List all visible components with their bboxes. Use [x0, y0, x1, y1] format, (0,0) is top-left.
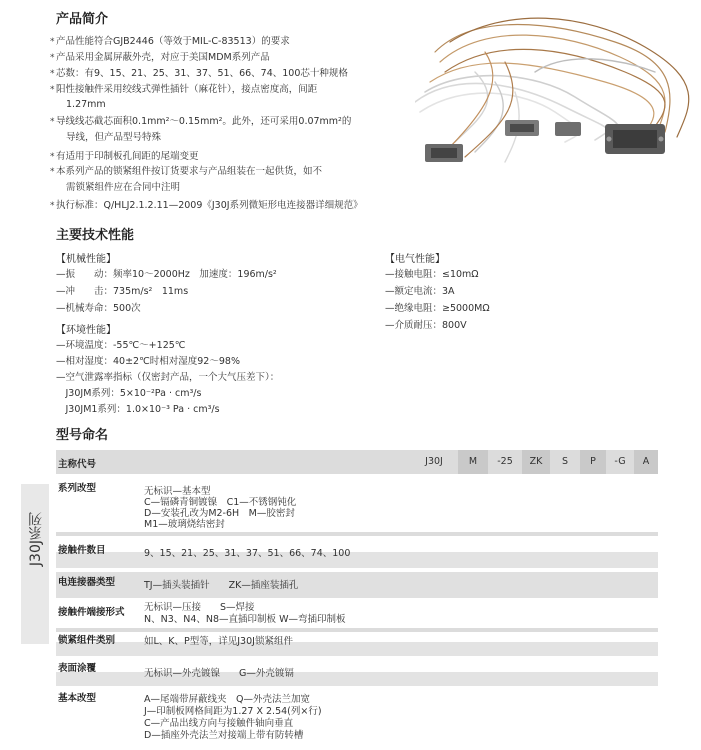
row-label: 系列改型 — [58, 483, 97, 494]
model-naming-table — [56, 450, 658, 750]
connector-product-image — [415, 12, 697, 188]
row-desc-line: D—插座外壳法兰对接端上带有防转槽 — [144, 730, 304, 741]
code-part: M — [458, 450, 488, 474]
env-line: —空气泄露率指标（仅密封产品，一个大气压差下）： — [56, 372, 280, 383]
naming-row-termination — [56, 602, 658, 632]
env-heading: 【环境性能】 — [56, 325, 116, 336]
row-desc-line: 9、15、21、25、31、37、51、66、74、100 — [144, 548, 351, 559]
row-desc-line: M1—玻璃烧结密封 — [144, 519, 225, 530]
row-desc-line: 无标识—压接 S—焊接 — [144, 602, 255, 613]
series-side-label: J30J系列 — [21, 484, 49, 644]
code-row — [56, 450, 658, 474]
elec-line: —额定电流：3A — [385, 286, 455, 297]
code-part: ZK — [522, 450, 550, 474]
intro-bullet: * 有适用于印制板孔间距的尾端变更 — [50, 151, 199, 162]
row-label: 接触件数目 — [58, 545, 106, 556]
intro-bullet-cont: 需锁紧组件应在合同中注明 — [66, 182, 181, 193]
code-part: P — [580, 450, 606, 474]
row-desc-line: N、N3、N4、N8—直插印制板 W—弯插印制板 — [144, 614, 346, 625]
row-desc-line: TJ—插头装插针 ZK—插座装插孔 — [144, 580, 299, 591]
row-label: 电连接器类型 — [58, 577, 116, 588]
env-line: —环境温度：-55℃～+125℃ — [56, 340, 186, 351]
naming-row-connector-type — [56, 572, 658, 598]
code-part: -G — [614, 456, 626, 467]
row-desc-line: A—尾端带屏蔽线夹 Q—外壳法兰加宽 — [144, 694, 310, 705]
mech-line: —冲 击：735m/s² 11ms — [56, 286, 189, 297]
elec-line: —绝缘电阻：≥5000MΩ — [385, 303, 490, 314]
elec-heading: 【电气性能】 — [385, 254, 445, 265]
row-desc-line: D—安装孔改为M2-6H M—胶密封 — [144, 508, 295, 519]
row-label: 接触件端接形式 — [58, 607, 125, 618]
code-part: A — [634, 450, 658, 474]
intro-bullet-cont: 1.27mm — [66, 99, 106, 110]
row-desc-line: 如L、K、P型等，详见J30J锁紧组件 — [144, 636, 293, 647]
row-desc-line: J—印制板网格间距为1.27 X 2.54(列×行) — [144, 706, 322, 717]
naming-row-series-variant — [56, 478, 658, 536]
mech-line: —振 动：频率10～2000Hz 加速度：196m/s² — [56, 269, 277, 280]
intro-bullet: * 芯数：有9、15、21、25、31、37、51、66、74、100芯十种规格 — [50, 68, 348, 79]
naming-title: 型号命名 — [56, 428, 109, 443]
naming-row-contact-count — [56, 540, 658, 568]
mech-line: —机械寿命：500次 — [56, 303, 141, 314]
env-line: —相对湿度：40±2℃时相对湿度92～98% — [56, 356, 240, 367]
row-desc-line: C—镉磷青铜镀镍 C1—不锈钢钝化 — [144, 497, 297, 508]
naming-row-basic-variant — [56, 688, 658, 748]
intro-bullet: * 本系列产品的锁紧组件按订货要求与产品组装在一起供货，如不 — [50, 166, 323, 177]
row-label: 基本改型 — [58, 693, 97, 704]
env-line: J30JM1系列：1.0×10⁻³ Pa · cm³/s — [56, 404, 220, 415]
intro-bullet: * 阳性接触件采用绞线式弹性插针（麻花针），接点密度高，间距 — [50, 84, 318, 95]
naming-row-locking — [56, 630, 658, 656]
specs-title: 主要技术性能 — [56, 228, 135, 243]
row-desc-line: 无标识—基本型 — [144, 486, 211, 497]
code-part: J30J — [425, 456, 443, 467]
intro-bullet: * 执行标准：Q/HLJ2.1.2.11—2009《J30J系列微矩形电连接器详细规范》 — [50, 200, 363, 211]
code-part: S — [561, 456, 569, 467]
env-line: J30JM系列：5×10⁻²Pa · cm³/s — [56, 388, 202, 399]
code-row-label: 主称代号 — [58, 459, 97, 470]
intro-bullet: * 产品采用金属屏蔽外壳，对应于美国MDM系列产品 — [50, 52, 270, 63]
intro-bullet: * 导线线芯截芯面积0.1mm²～0.15mm²。此外，还可采用0.07mm²的 — [50, 116, 352, 127]
row-desc-line: 无标识—外壳镀镍 G—外壳镀镉 — [144, 668, 294, 679]
intro-bullet: * 产品性能符合GJB2446（等效于MIL-C-83513）的要求 — [50, 36, 290, 47]
elec-line: —介质耐压：800V — [385, 320, 467, 331]
row-label: 表面涂覆 — [58, 663, 97, 674]
naming-row-coating — [56, 658, 658, 686]
intro-bullet-cont: 导线，但产品型号特殊 — [66, 132, 162, 143]
row-desc-line: C—产品出线方向与接触件轴向垂直 — [144, 718, 294, 729]
code-part: -25 — [497, 456, 513, 467]
row-label: 锁紧组件类别 — [58, 635, 116, 646]
intro-title: 产品简介 — [56, 12, 109, 27]
elec-line: —接触电阻：≤10mΩ — [385, 269, 479, 280]
mech-heading: 【机械性能】 — [56, 254, 116, 265]
